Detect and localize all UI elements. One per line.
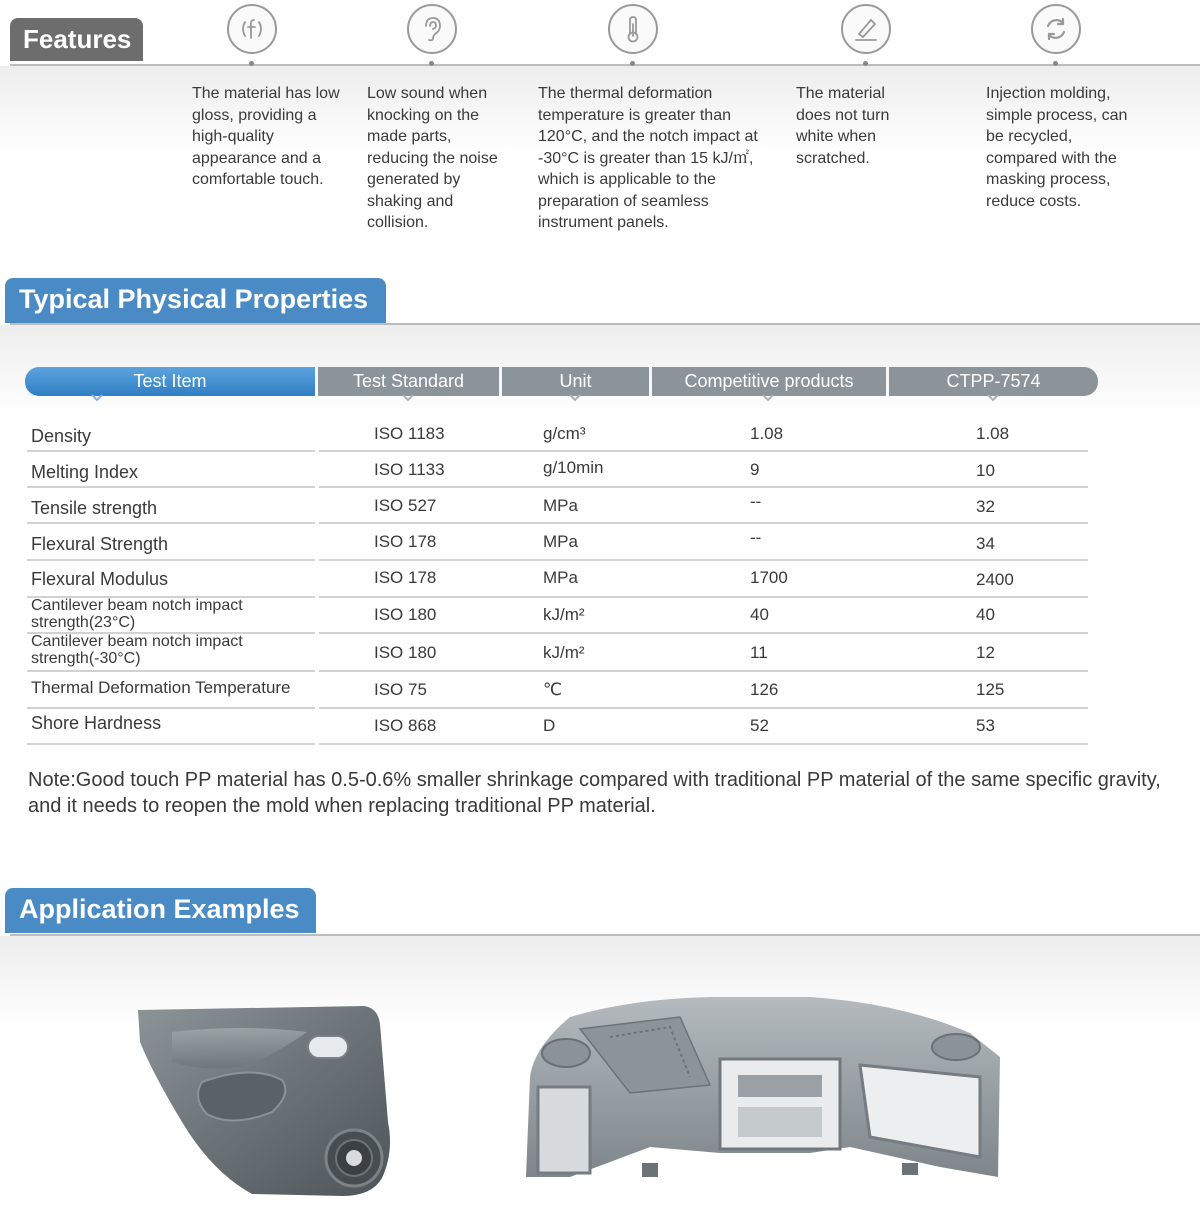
header-unit: Unit (502, 367, 649, 396)
feature-text: The thermal deformation temperature is greater than 120°C, and the notch impact at -30°C is greater than 15 kJ/㎡, which is applicable to the preparation of seamless instrument panels. (538, 85, 758, 231)
row-ctpp: 10 (976, 461, 995, 480)
row-competitive: 52 (750, 716, 769, 735)
row-ctpp: 12 (976, 643, 995, 662)
feature-dot (630, 61, 635, 66)
chevron-down-icon (90, 393, 104, 403)
row-unit: D (543, 716, 556, 735)
recycle-icon (1031, 4, 1081, 54)
row-competitive: 1.08 (750, 424, 784, 443)
row-item: Melting Index (31, 462, 139, 482)
instrument-panel-image (510, 977, 1020, 1185)
feature-dot (249, 61, 254, 66)
feature-dot (1053, 61, 1058, 66)
row-ctpp: 53 (976, 716, 995, 735)
row-item: Thermal Deformation Temperature (31, 678, 291, 697)
row-standard: ISO 75 (374, 680, 427, 699)
feature-text: Low sound when knocking on the made parts, reducing the noise generated by shaking and collision. (367, 85, 498, 231)
feature-text: The material has low gloss, providing a high-quality appearance and a comfortable touch. (192, 85, 340, 188)
table-row (0, 488, 1200, 524)
applications-divider (10, 934, 1200, 936)
row-item: Cantilever beam notch impact strength(23°C) (31, 597, 243, 631)
properties-divider (10, 323, 1200, 325)
table-row (0, 598, 1200, 634)
row-ctpp: 1.08 (976, 424, 1010, 443)
row-competitive: 126 (750, 680, 779, 699)
ear-icon (407, 4, 457, 54)
row-divider (27, 743, 315, 745)
row-item: Density (31, 426, 92, 446)
feature-text: Injection molding, simple process, can be recycled, compared with the masking process, reduce costs. (986, 85, 1128, 210)
row-item: Tensile strength (31, 498, 158, 518)
header-test-standard: Test Standard (318, 367, 499, 396)
row-unit: MPa (543, 496, 578, 515)
row-standard: ISO 178 (374, 532, 437, 551)
row-ctpp: 40 (976, 605, 995, 624)
table-row (0, 634, 1200, 672)
row-item: Flexural Modulus (31, 569, 169, 589)
row-item: Shore Hardness (31, 713, 162, 733)
row-item: Cantilever beam notch impact strength(-30°C) (31, 633, 243, 667)
row-standard: ISO 180 (374, 643, 437, 662)
scratch-icon (841, 4, 891, 54)
header-competitive: Competitive products (652, 367, 886, 396)
row-divider (319, 743, 1088, 745)
row-unit: g/10min (543, 458, 604, 477)
row-competitive: -- (750, 492, 762, 511)
properties-title: Typical Physical Properties (5, 278, 386, 323)
row-standard: ISO 180 (374, 605, 437, 624)
row-competitive: 9 (750, 460, 760, 479)
row-unit: g/cm³ (543, 424, 586, 443)
row-unit: MPa (543, 532, 578, 551)
row-competitive: 1700 (750, 568, 788, 587)
header-ctpp: CTPP-7574 (889, 367, 1098, 396)
row-item: Flexural Strength (31, 534, 169, 554)
row-competitive: 11 (750, 643, 768, 662)
table-row (0, 672, 1200, 709)
features-divider (10, 64, 1200, 66)
table-row (0, 452, 1200, 488)
row-standard: ISO 178 (374, 568, 437, 587)
door-panel-image (132, 1002, 404, 1200)
chevron-down-icon (761, 393, 775, 403)
row-unit: kJ/m² (543, 643, 585, 662)
table-row (0, 709, 1200, 745)
table-row (0, 524, 1200, 561)
thermometer-icon (608, 4, 658, 54)
table-row (0, 414, 1200, 452)
row-competitive: 40 (750, 605, 769, 624)
header-test-item: Test Item (25, 367, 315, 396)
row-unit: MPa (543, 568, 578, 587)
feature-dot (429, 61, 434, 66)
row-standard: ISO 1133 (374, 460, 445, 479)
row-ctpp: 125 (976, 680, 1005, 699)
row-ctpp: 32 (976, 497, 995, 516)
row-unit: kJ/m² (543, 605, 585, 624)
row-ctpp: 34 (976, 534, 995, 553)
row-standard: ISO 527 (374, 496, 437, 515)
row-standard: ISO 1183 (374, 424, 445, 443)
feature-dot (863, 61, 868, 66)
features-title: Features (10, 18, 143, 61)
feature-text: The material does not turn white when scratched. (796, 85, 890, 167)
applications-title: Application Examples (5, 888, 316, 933)
chevron-down-icon (986, 393, 1000, 403)
chevron-down-icon (401, 393, 415, 403)
row-ctpp: 2400 (976, 570, 1014, 589)
row-unit: ℃ (543, 680, 563, 699)
note-text: Note:Good touch PP material has 0.5-0.6% smaller shrinkage compared with traditional PP material of the same specific gravity, and it needs to reopen the mold when replacing traditional PP material. (28, 769, 1161, 817)
chevron-down-icon (568, 393, 582, 403)
touch-icon (227, 4, 277, 54)
table-row (0, 561, 1200, 598)
row-competitive: -- (750, 528, 762, 547)
row-standard: ISO 868 (374, 716, 437, 735)
